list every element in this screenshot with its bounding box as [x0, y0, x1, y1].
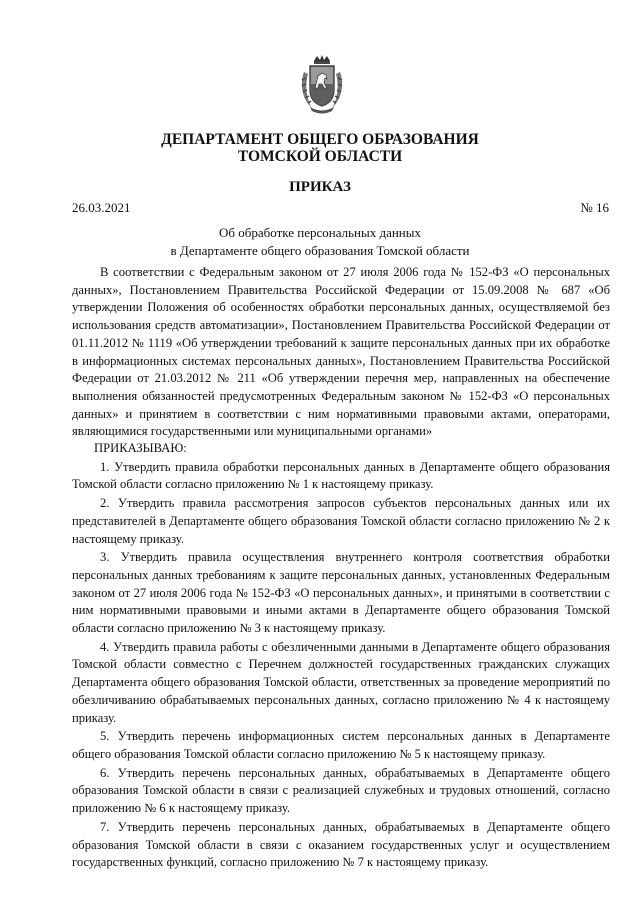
order-body	[72, 264, 610, 872]
order-item: 3. Утвердить правила осуществления внутреннего контроля соответствия обработки персональных данных требованиям к защите персональных данных, установленных Федеральным законом от 27 июля 2006 года № 152-ФЗ «О персональных данных», и принятыми в соответствии с ним нормативными правовыми и иными актами в Департаменте общего образования Томской области согласно приложению № 3 к настоящему приказу.	[72, 550, 610, 636]
subject-line2: в Департаменте общего образования Томской области	[170, 243, 470, 258]
document-type-heading: ПРИКАЗ	[289, 179, 351, 195]
department-title-line2: ТОМСКОЙ ОБЛАСТИ	[237, 148, 403, 165]
coat-of-arms-emblem	[296, 54, 348, 116]
order-item: 2. Утвердить правила рассмотрения запросов субъектов персональных данных или их представителей в Департаменте общего образования Томской области согласно приложению № 2 к настоящему приказу.	[72, 496, 610, 546]
order-item: 5. Утвердить перечень информационных систем персональных данных в Департаменте общего образования Томской области согласно приложению № 5 к настоящему приказу.	[72, 729, 610, 761]
order-item: 1. Утвердить правила обработки персональных данных в Департаменте общего образования Томской области согласно приложению № 1 к настоящему приказу.	[72, 459, 610, 492]
department-title-line1: ДЕПАРТАМЕНТ ОБЩЕГО ОБРАЗОВАНИЯ	[161, 131, 479, 148]
order-word: ПРИКАЗЫВАЮ:	[94, 441, 187, 456]
order-number: № 16	[580, 200, 609, 215]
order-item: 4. Утвердить правила работы с обезличенными данными в Департаменте общего образования Томской области совместно с Перечнем должностей государственных гражданских служащих Департамента общего образования Томской области, ответственных за проведение мероприятий по обезличиванию обрабатываемых персональных данных, согласно приложению № 4 к настоящему приказу.	[72, 639, 610, 725]
coat-of-arms-icon	[296, 54, 348, 116]
subject-line1: Об обработке персональных данных	[218, 225, 421, 240]
order-subject	[0, 224, 640, 260]
order-date: 26.03.2021	[72, 200, 131, 215]
preamble-paragraph: В соответствии с Федеральным законом от 27 июля 2006 года № 152-ФЗ «О персональных данных», Постановлением Правительства Российской Федерации от 15.09.2008 № 687 «Об утверждении Положения об особенностях обработки персональных данных, осуществляемой без использования средств автоматизации», Постановлением Правительства Российской Федерации от 01.11.2012 № 1119 «Об утверждении требований к защите персональных данных при их обработке в информационных системах персональных данных», Постановлением Правительства Российской Федерации от 21.03.2012 № 211 «Об утверждении перечня мер, направленных на обеспечение выполнения обязанностей предусмотренных Федеральным законом № 152-ФЗ «О персональных данных» и принятием в соответствии с ним нормативными правовыми актами, операторами, являющимися государственными или муниципальными органами»	[72, 265, 610, 439]
order-item: 7. Утвердить перечень персональных данных, обрабатываемых в Департаменте общего образования Томской области в связи с оказанием государственных услуг и осуществлением государственных функций, согласно приложению № 7 к настоящему приказу.	[72, 819, 610, 870]
order-item: 6. Утвердить перечень персональных данных, обрабатываемых в Департаменте общего образования Томской области в связи с реализацией служебных и трудовых отношений, согласно приложению № 6 к настоящему приказу.	[72, 765, 610, 816]
